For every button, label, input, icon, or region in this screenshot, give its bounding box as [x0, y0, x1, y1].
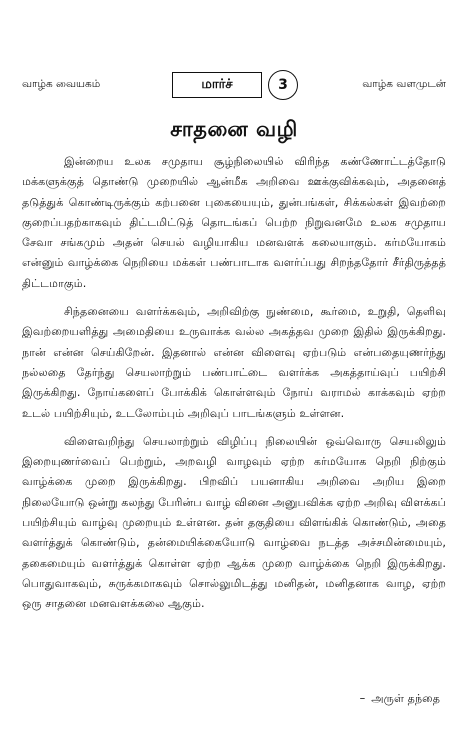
- header-right-motto: வாழ்க வளமுடன்: [362, 78, 446, 90]
- day-number-circle: [268, 70, 298, 100]
- month-label: மார்ச்: [201, 77, 233, 92]
- signature-dash: –: [359, 692, 366, 705]
- day-number: 3: [278, 77, 288, 93]
- page-title: சாதனை வழி: [170, 117, 298, 141]
- signature-name: அருள் தந்தை: [371, 692, 440, 705]
- paragraph-2: சிந்தனையை வளர்க்கவும், அறிவிற்கு நுண்மை, கூர்மை, உறுதி, தெளிவு இவற்றையளித்து அமைதியை உருவாக்க வல்ல அகத்தவ முறை இதில் இருக்கிறது. நான் என்ன செய்கிறேன். இதனால் என்ன விளைவு ஏற்படும் என்பதையுணர்ந்து நல்லதை தேர்ந்து செயலாற்றும் பண்பாட்டை வளர்க்க அகத்தாய்வுப் பயிற்சி இருக்கிறது. நோய்களைப் போக்கிக் கொள்ளவும் நோய் வராமல் காக்கவும் ஏற்ற உடல் பயிற்சியும், உடலோம்பும் அறிவுப் பாடங்களும் உள்ளன.: [22, 305, 446, 420]
- body-text: [22, 152, 446, 623]
- header-left-motto: வாழ்க வையகம்: [22, 78, 101, 90]
- page-header: [22, 70, 446, 110]
- month-label-box: [172, 72, 262, 98]
- signature: [360, 692, 440, 707]
- paragraph-3: விளைவறிந்து செயலாற்றும் விழிப்பு நிலையின் ஒவ்வொரு செயலிலும் இறையுணர்வைப் பெற்றும், அறவழி வாழவும் ஏற்ற கர்மயோக நெறி நிற்கும் வாழ்க்கை முறை இருக்கிறது. பிறவிப் பயனாகிய அறிவை அறிய இறை நிலையோடு ஒன்று கலந்து பேரின்ப வாழ் வினை அனுபவிக்க ஏற்ற அறிவு விளக்கப் பயிற்சியும் வாழ்வு முறையும் உள்ளன. தன் தகுதியை விளங்கிக் கொண்டும், அதை வளர்த்துக் கொண்டும், தன்மையிக்கையோடு வாழ்வை நடத்த அச்சமின்மையும், தகைமையும் வளர்த்துக் கொள்ள ஏற்ற ஆக்க முறை வாழ்க்கை நெறி இருக்கிறது. பொதுவாகவும், சுருக்கமாகவும் சொல்லுமிடத்து மனிதன், மனிதனாக வாழ, ஏற்ற ஒரு சாதனை மனவளக்கலை ஆகும்.: [22, 434, 446, 611]
- paragraph-1: இன்றைய உலக சமுதாய சூழ்நிலையில் விரிந்த கண்ணோட்டத்தோடு மக்களுக்குத் தொண்டு முறையில் ஆன்மீக அறிவை ஊக்குவிக்கவும், அதனைத் தடுத்துக் கொண்டிருக்கும் கற்பனை புகையையும், துன்பங்கள், சிக்கல்கள் இவற்றை குறைப்பதற்காகவும் திட்டமிட்டுத் தொடங்கப் பெற்ற நிறுவனமே உலக சமுதாய சேவா சங்கமும் அதன் செயல் வழியாகிய மனவளக் கலையாகும். கர்மயோகம் என்னும் வாழ்க்கை நெறியை மக்கள் பண்பாடாக வளர்ப்பது சிறந்ததோர் சீர்திருத்தத் திட்டமாகும்.: [22, 155, 446, 290]
